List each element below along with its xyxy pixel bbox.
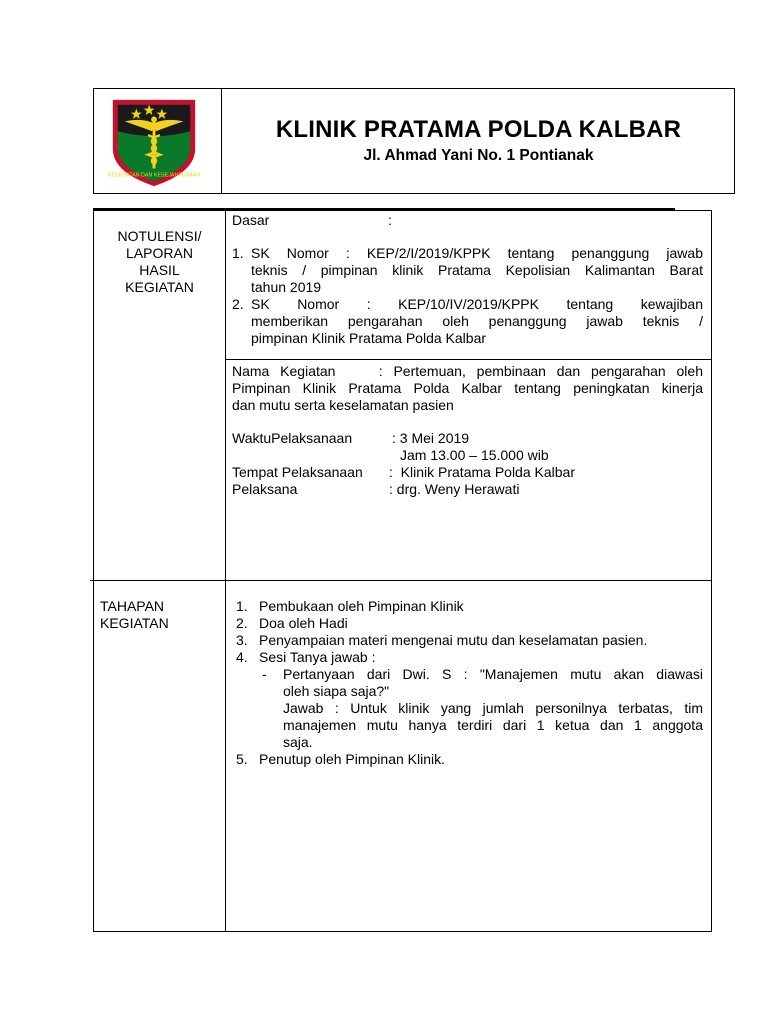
qa-question-line-2: oleh siapa saja?" (283, 683, 390, 699)
pelaksana-value: : drg. Weny Herawati (389, 481, 520, 497)
clinic-address: Jl. Ahmad Yani No. 1 Pontianak (363, 147, 594, 164)
step-5-text: Penutup oleh Pimpinan Klinik. (259, 751, 446, 767)
qa-answer-line-3: saja. (283, 734, 313, 750)
dasar-item-1-line-3: tahun 2019 (251, 279, 322, 295)
nama-kegiatan-line-3: dan mutu serta keselamatan pasien (232, 397, 454, 413)
step-3-text: Penyampaian materi mengenai mutu dan keselamatan pasien. (259, 632, 648, 648)
section-label-notulensi: NOTULENSI/ LAPORAN HASIL KEGIATAN (117, 228, 202, 295)
table-bottom-border (93, 931, 712, 932)
qa-answer-line-2: manajemen mutu hanya terdiri dari 1 ketua dan 1 anggota (283, 717, 703, 733)
qa-dash: - (262, 666, 267, 682)
dasar-item-1-line-2: teknis / pimpinan klinik Pratama Kepolisian Kalimantan Barat (251, 262, 703, 278)
qa-question-line-1: Pertanyaan dari Dwi. S : "Manajemen mutu akan diawasi (283, 666, 703, 682)
nama-kegiatan-line-1: Nama Kegiatan : Pertemuan, pembinaan dan pengarahan oleh (232, 363, 703, 379)
table-left-border (93, 210, 94, 932)
content-row-divider (225, 359, 712, 360)
step-5-num: 5. (236, 751, 248, 767)
table-top-border (93, 210, 712, 211)
dasar-item-2-line-1: SK Nomor : KEP/10/IV/2019/KPPK tentang kewajiban (251, 296, 703, 312)
step-4-text: Sesi Tanya jawab : (259, 649, 376, 665)
dasar-item-2-num: 2. (232, 296, 244, 312)
clinic-name: KLINIK PRATAMA POLDA KALBAR (275, 116, 682, 143)
table-right-border (711, 210, 712, 932)
tempat-label: Tempat Pelaksanaan (232, 464, 363, 480)
section-divider (90, 580, 712, 581)
dasar-label: Dasar (232, 212, 270, 228)
waktu-label: WaktuPelaksanaan (232, 430, 353, 446)
pelaksana-label: Pelaksana (232, 481, 298, 497)
dasar-item-2-line-2: memberikan pengarahan oleh penanggung jawab teknis / (251, 313, 703, 329)
svg-text:KESEHATAN DAN KESEJAHTERAAN: KESEHATAN DAN KESEJAHTERAAN (107, 172, 201, 179)
step-2-text: Doa oleh Hadi (259, 615, 348, 631)
section-label-tahapan: TAHAPAN KEGIATAN (100, 598, 169, 631)
dasar-item-1-line-1: SK Nomor : KEP/2/I/2019/KPPK tentang penanggung jawab (251, 245, 703, 261)
step-2-num: 2. (236, 615, 248, 631)
step-3-num: 3. (236, 632, 248, 648)
tempat-value: : Klinik Pratama Polda Kalbar (389, 464, 575, 480)
step-1-num: 1. (236, 598, 248, 614)
nama-kegiatan-line-2: Pimpinan Klinik Pratama Polda Kalbar tentang peningkatan kinerja (232, 380, 703, 396)
step-4-num: 4. (236, 649, 248, 665)
waktu-value: : 3 Mei 2019 (392, 430, 470, 446)
qa-answer-line-1: Jawab : Untuk klinik yang jumlah personilnya terbatas, tim (283, 700, 703, 716)
dasar-colon: : (388, 212, 392, 228)
dasar-item-2-line-3: pimpinan Klinik Pratama Polda Kalbar (251, 330, 487, 346)
clinic-logo (105, 92, 203, 190)
table-middle-border (225, 210, 226, 932)
step-1-text: Pembukaan oleh Pimpinan Klinik (259, 598, 464, 614)
jam-value: Jam 13.00 – 15.000 wib (400, 447, 549, 463)
dasar-item-1-num: 1. (232, 245, 244, 261)
